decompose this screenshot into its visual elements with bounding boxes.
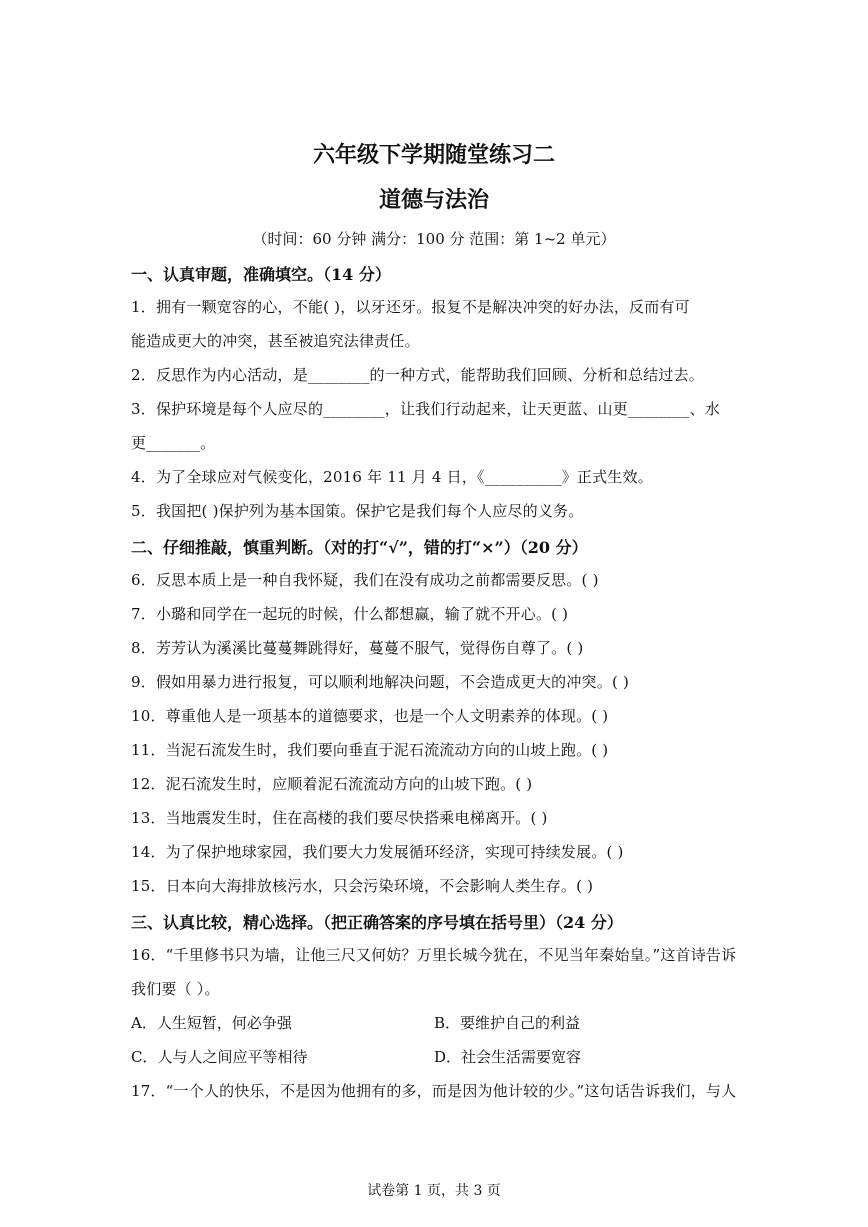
question-7: 7．小璐和同学在一起玩的时候，什么都想赢，输了就不开心。( ) (131, 605, 569, 623)
question-11: 11．当泥石流发生时，我们要向垂直于泥石流流动方向的山坡上跑。( ) (131, 741, 609, 759)
question-15: 15．日本向大海排放核污水，只会污染环境，不会影响人类生存。( ) (131, 877, 594, 895)
subject-title: 道德与法治 (378, 187, 489, 213)
section-1-heading: 一、认真审题，准确填空。（14 分） (131, 265, 391, 284)
question-14: 14．为了保护地球家园，我们要大力发展循环经济，实现可持续发展。( ) (131, 843, 624, 861)
question-6: 6．反思本质上是一种自我怀疑，我们在没有成功之前都需要反思。( ) (131, 571, 599, 589)
question-8: 8．芳芳认为溪溪比蔓蔓舞跳得好，蔓蔓不服气，觉得伤自尊了。( ) (131, 639, 584, 657)
question-17-line-1: 17．“一个人的快乐，不是因为他拥有的多，而是因为他计较的少。”这句话告诉我们，与人 (131, 1082, 737, 1100)
question-3-line-1: 3．保护环境是每个人应尽的________，让我们行动起来，让天更蓝、山更________、水 (131, 400, 720, 418)
question-1-line-2: 能造成更大的冲突，甚至被追究法律责任。 (131, 332, 420, 350)
exam-info: （时间：60 分钟 满分：100 分 范围：第 1~2 单元） (252, 230, 616, 248)
question-2: 2．反思作为内心活动，是________的一种方式，能帮助我们回顾、分析和总结过去。 (131, 366, 704, 384)
question-16-option-a: A．人生短暂，何必争强 (131, 1014, 292, 1032)
question-13: 13．当地震发生时，住在高楼的我们要尽快搭乘电梯离开。( ) (131, 809, 548, 827)
question-3-line-2: 更_______。 (131, 434, 216, 452)
question-12: 12．泥石流发生时，应顺着泥石流流动方向的山坡下跑。( ) (131, 775, 533, 793)
page-footer: 试卷第 1 页，共 3 页 (367, 1183, 501, 1199)
question-16-line-2: 我们要（ ）。 (131, 980, 220, 998)
page-title: 六年级下学期随堂练习二 (312, 142, 555, 168)
section-3-heading: 三、认真比较，精心选择。（把正确答案的序号填在括号里）（24 分） (131, 913, 623, 932)
question-10: 10．尊重他人是一项基本的道德要求，也是一个人文明素养的体现。( ) (131, 707, 609, 725)
question-1-line-1: 1．拥有一颗宽容的心，不能( )，以牙还牙。报复不是解决冲突的好办法，反而有可 (131, 298, 690, 316)
question-16-option-b: B．要维护自己的利益 (434, 1014, 581, 1032)
section-2-heading: 二、仔细推敲，慎重判断。（对的打“√”，错的打“×”）（20 分） (131, 538, 588, 557)
question-16-line-1: 16．“千里修书只为墙，让他三尺又何妨？万里长城今犹在，不见当年秦始皇。”这首诗告诉 (131, 946, 737, 964)
question-5: 5．我国把( )保护列为基本国策。保护它是我们每个人应尽的义务。 (131, 502, 584, 520)
question-16-option-c: C．人与人之间应平等相待 (131, 1048, 308, 1066)
question-4: 4．为了全球应对气候变化，2016 年 11 月 4 日，《__________》正式生效。 (131, 468, 653, 486)
question-9: 9．假如用暴力进行报复，可以顺利地解决问题，不会造成更大的冲突。( ) (131, 673, 630, 691)
question-16-option-d: D．社会生活需要宽容 (434, 1048, 582, 1066)
